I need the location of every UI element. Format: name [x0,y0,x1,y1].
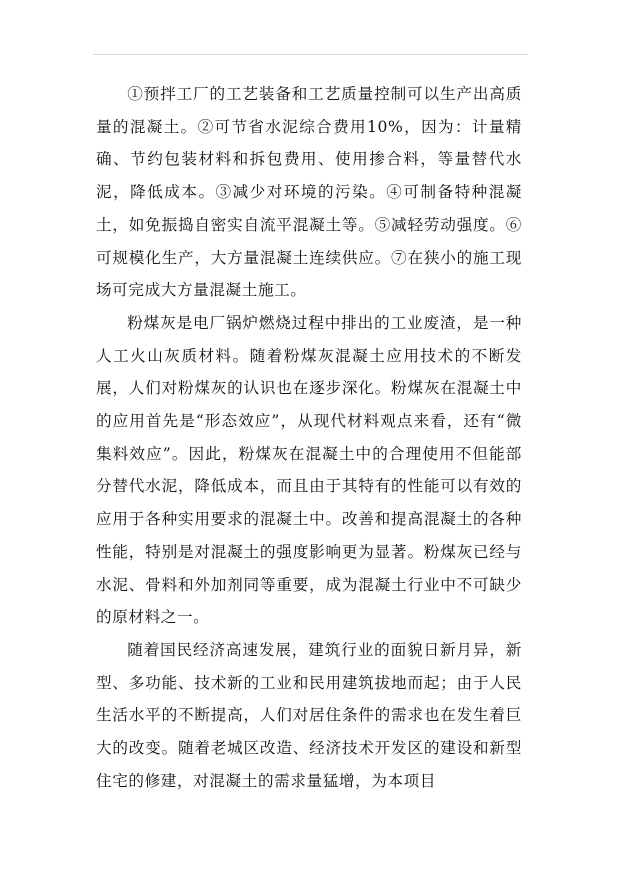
paragraph-fly-ash: 粉煤灰是电厂锅炉燃烧过程中排出的工业废渣，是一种人工火山灰质材料。随着粉煤灰混凝土应用技术的不断发展，人们对粉煤灰的认识也在逐步深化。粉煤灰在混凝土中的应用首先是“形态效应”，从现代材料观点来看，还有“微集料效应”。因此，粉煤灰在混凝土中的合理使用不但能部分替代水泥，降低成本，而且由于其特有的性能可以有效的应用于各种实用要求的混凝土中。改善和提高混凝土的各种性能，特别是对混凝土的强度影响更为显著。粉煤灰已经与水泥、骨料和外加剂同等重要，成为混凝土行业中不可缺少的原材料之一。 [96,313,522,627]
paragraph-economic-development: 随着国民经济高速发展，建筑行业的面貌日新月异，新型、多功能、技术新的工业和民用建筑拔地而起；由于人民生活水平的不断提高，人们对居住条件的需求也在发生着巨大的改变。随着老城区改造、经济技术开发区的建设和新型住宅的修建，对混凝土的需求量猛增，为本项目 [96,640,522,790]
paragraph-ready-mix-advantages: ①预拌工厂的工艺装备和工艺质量控制可以生产出高质量的混凝土。②可节省水泥综合费用10%，因为：计量精确、节约包装材料和拆包费用、使用掺合料，等量替代水泥，降低成本。③减少对环境的污染。④可制备特种混凝土，如免振捣自密实自流平混凝土等。⑤减轻劳动强度。⑥可规模化生产，大方量混凝土连续供应。⑦在狭小的施工现场可完成大方量混凝土施工。 [96,85,522,300]
document-body [96,78,522,797]
header-divider [93,54,528,55]
